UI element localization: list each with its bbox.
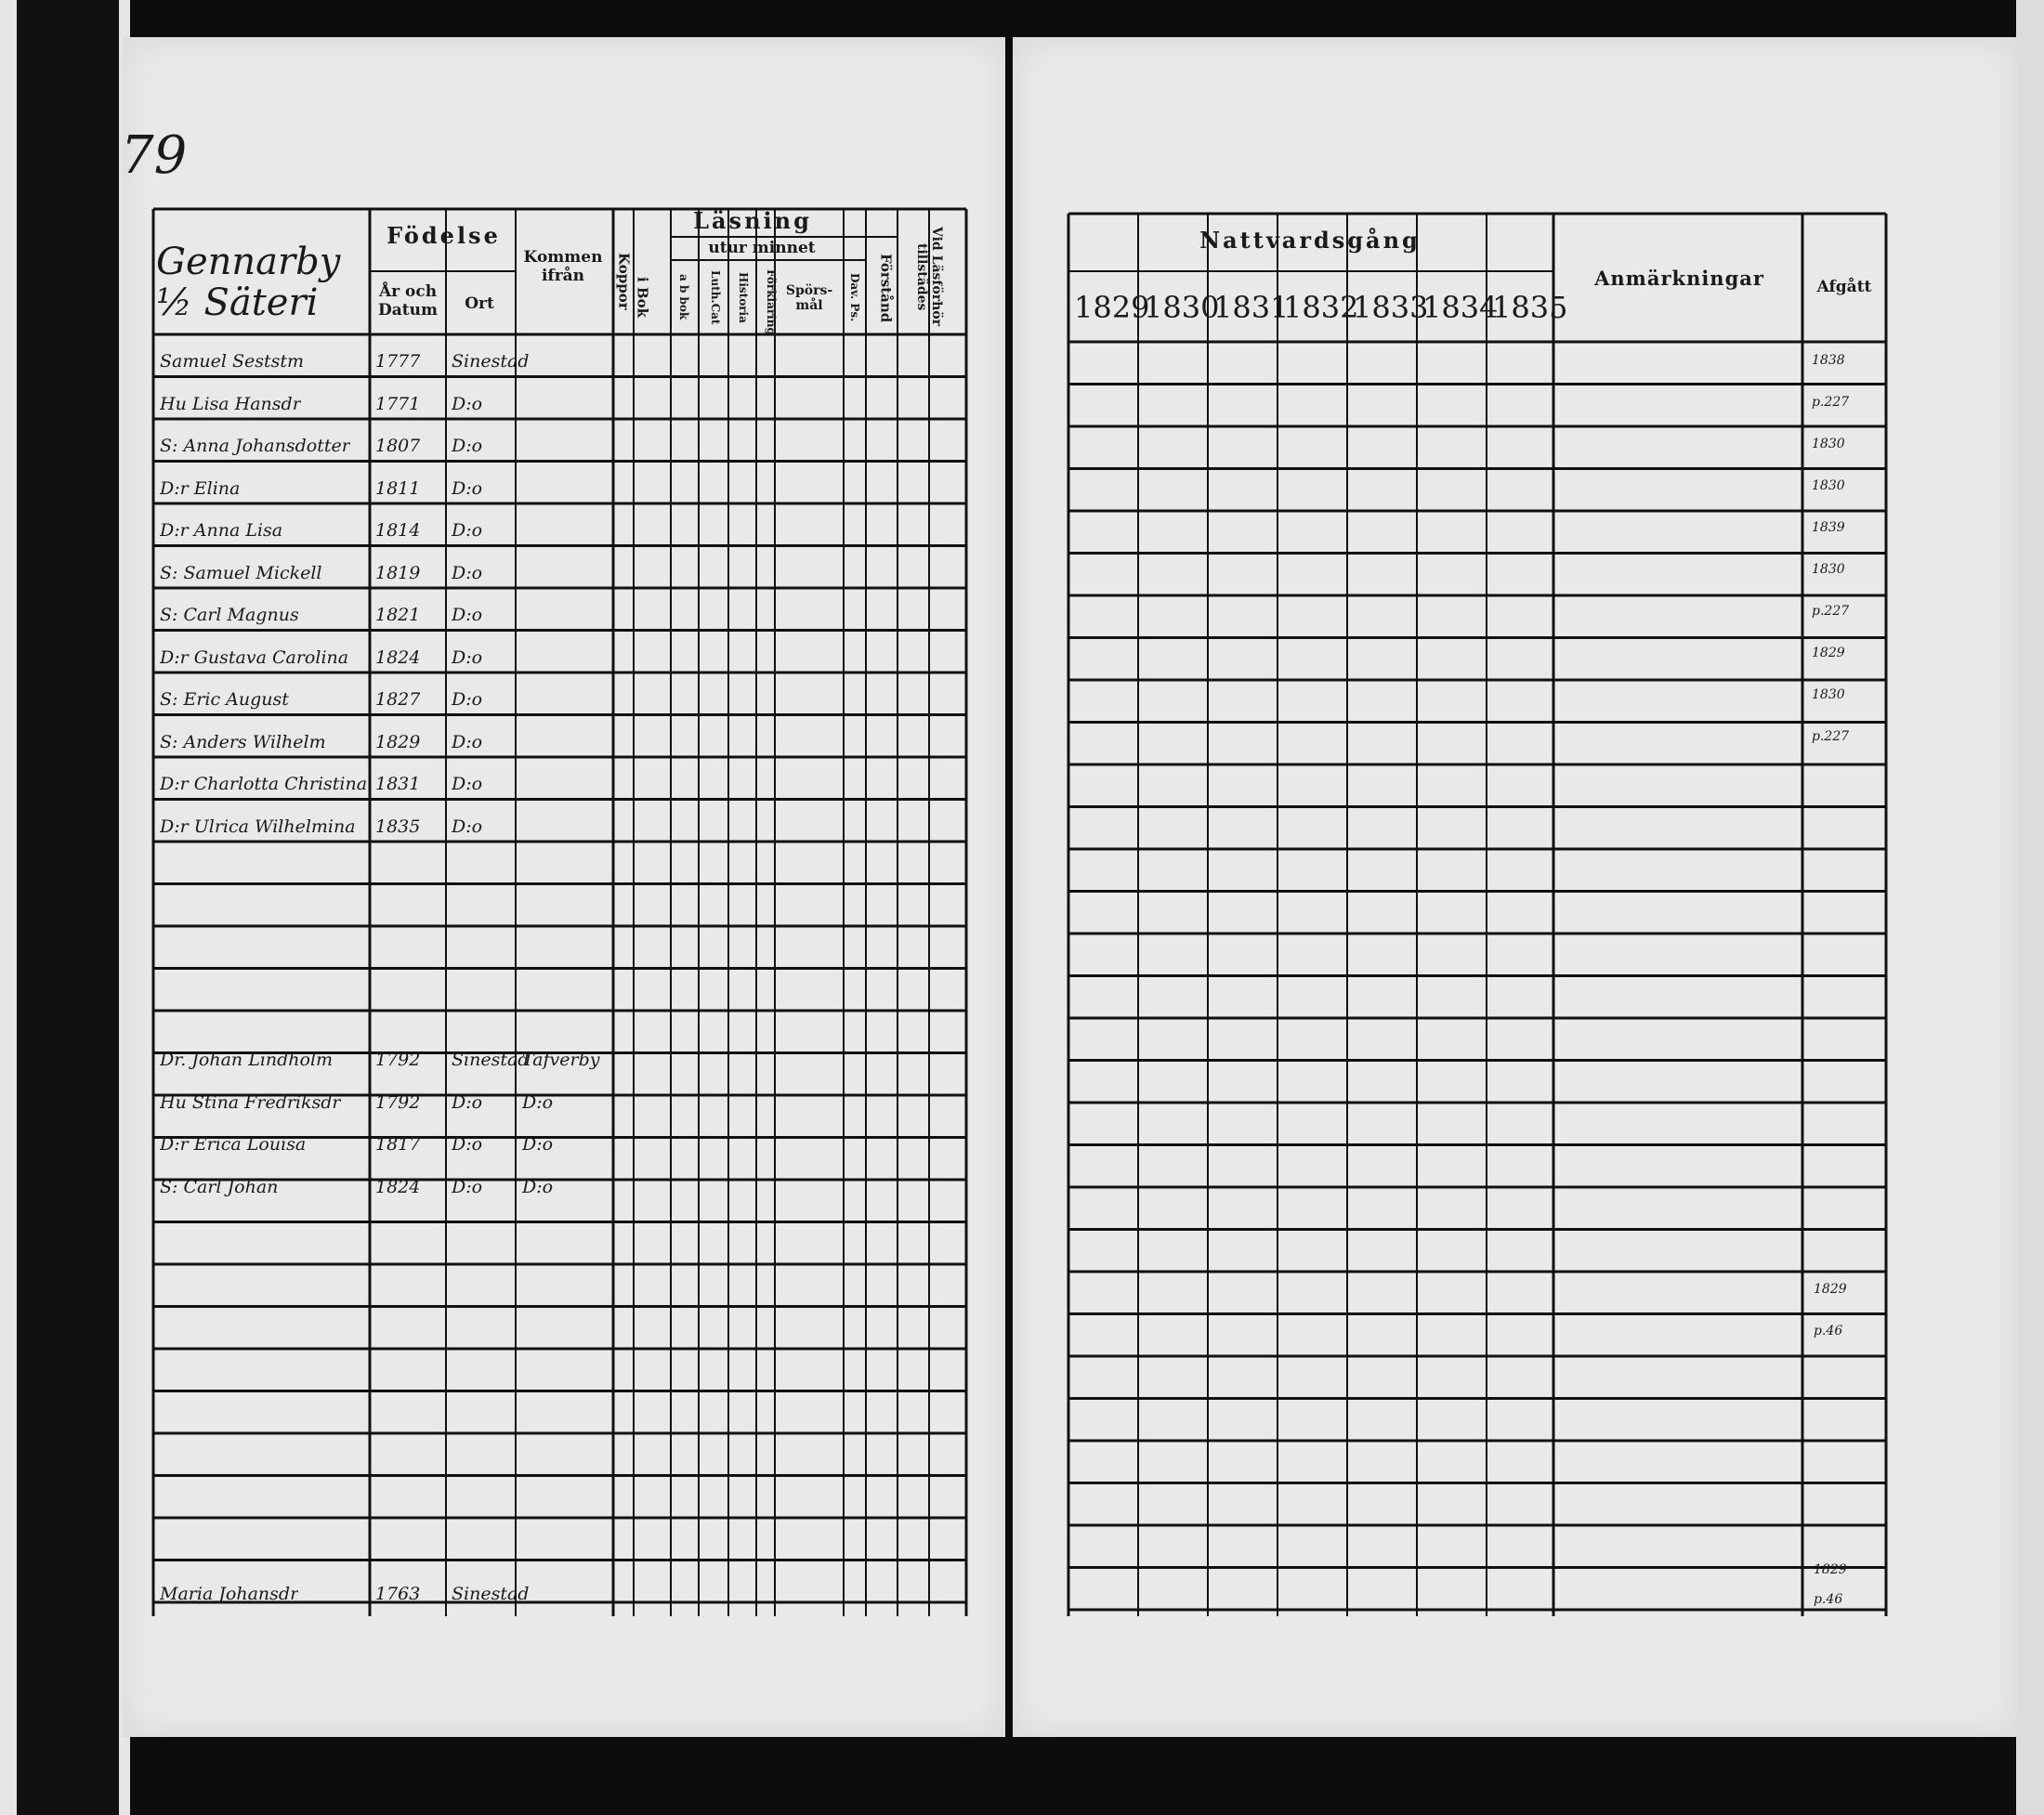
header-vid-lasforhor: Vid Läsförhör tillstädes [914, 227, 945, 327]
row-date: 1792 [375, 1091, 421, 1113]
row-place: D:o [452, 1134, 483, 1155]
header-kommen-ifran: Kommen ifrån [523, 248, 603, 285]
row-place: Sinestad [452, 351, 530, 372]
row-date: 1807 [375, 436, 421, 456]
row-date: 1835 [375, 816, 421, 837]
row-name: D:r Elina [160, 477, 241, 499]
year-header: 1829 [1074, 290, 1150, 325]
row-from: Täfverby [522, 1050, 600, 1070]
row-date: 1824 [375, 1176, 421, 1197]
row-date: 1777 [375, 351, 421, 372]
farm-name-line1: Gennarby [156, 241, 341, 283]
row-place: D:o [452, 605, 483, 625]
header-afgatt: Afgått [1816, 278, 1872, 296]
header-ar-och-datum: År och Datum [378, 282, 438, 320]
afgatt-entry: 1830 [1812, 687, 1845, 702]
row-name: Dr. Johan Lindholm [160, 1050, 334, 1070]
row-place: D:o [452, 689, 483, 710]
header-koppor: Koppor [615, 253, 633, 310]
afgatt-entry: 1830 [1812, 478, 1845, 493]
farm-name-line2: ½ Säteri [156, 281, 319, 324]
row-place: D:o [452, 774, 483, 794]
row-place: D:o [452, 1176, 483, 1197]
row-place: D:o [452, 520, 483, 541]
afgatt-entry: 1830 [1812, 437, 1845, 451]
row-date: 1824 [375, 646, 421, 668]
right-edge [2016, 0, 2044, 1815]
row-place: D:o [452, 816, 483, 837]
left-edge-shadow [17, 0, 119, 1815]
header-nattvardsgang: Nattvardsgång [1199, 227, 1421, 254]
page-number: 79 [121, 125, 188, 186]
header-a-b-bok: a b bok [676, 274, 690, 320]
row-place: D:o [452, 436, 483, 456]
header-ort: Ort [465, 294, 494, 313]
row-from: D:o [522, 1134, 554, 1155]
row-date: 1811 [375, 477, 421, 499]
year-header: 1834 [1422, 290, 1499, 325]
afgatt-entry: 1839 [1812, 520, 1845, 535]
row-from: D:o [522, 1091, 554, 1113]
year-header: 1830 [1144, 290, 1220, 325]
row-place: D:o [452, 562, 483, 583]
year-header: 1835 [1492, 290, 1568, 325]
row-place: D:o [452, 646, 483, 668]
row-from: D:o [522, 1176, 554, 1197]
afgatt-entry: p.46 [1814, 1324, 1843, 1338]
row-date: 1821 [375, 605, 421, 625]
row-place: D:o [452, 731, 483, 752]
afgatt-entry: 1829 [1812, 646, 1845, 660]
afgatt-entry: 1838 [1812, 353, 1845, 368]
row-date: 1829 [375, 731, 421, 752]
year-header: 1831 [1213, 290, 1290, 325]
row-name: S: Carl Magnus [160, 605, 299, 625]
afgatt-entry: 1829 [1814, 1562, 1847, 1577]
row-place: Sinestad [452, 1050, 530, 1070]
farm-name [156, 242, 370, 323]
row-name: S: Anders Wilhelm [160, 731, 326, 752]
row-place: D:o [452, 393, 483, 414]
row-date: 1763 [375, 1584, 421, 1604]
header-hist: Historia [736, 271, 750, 323]
header-davids: Dav. Ps. [847, 272, 861, 322]
header-i-bok: i Bok [634, 277, 651, 318]
row-name: S: Anna Johansdotter [160, 436, 350, 456]
row-date: 1819 [375, 562, 421, 583]
header-forklaring: Förklaring [764, 269, 778, 335]
afgatt-entry: p.227 [1812, 604, 1850, 619]
row-date: 1817 [375, 1134, 421, 1155]
row-date: 1827 [375, 689, 421, 710]
row-name: Hu Stina Fredriksdr [160, 1091, 341, 1113]
header-anmarkningar: Anmärkningar [1594, 267, 1764, 290]
row-name: D:r Anna Lisa [160, 520, 283, 541]
afgatt-entry: 1829 [1814, 1282, 1847, 1297]
row-place: Sinestad [452, 1584, 530, 1604]
header-luth-cat: Luth.Cat [708, 269, 722, 325]
row-date: 1792 [375, 1050, 421, 1070]
year-header: 1833 [1353, 290, 1429, 325]
row-name: D:r Charlotta Christina [160, 774, 368, 794]
row-name: Hu Lisa Hansdr [160, 393, 301, 414]
header-sporsmal: Spörs-mål [785, 283, 833, 314]
header-lasning: Läsning [693, 207, 812, 234]
afgatt-entry: p.227 [1812, 395, 1850, 410]
row-name: S: Carl Johan [160, 1176, 279, 1197]
row-date: 1831 [375, 774, 421, 794]
row-name: S: Eric August [160, 689, 289, 710]
header-forstand: Förstånd [877, 253, 895, 323]
row-date: 1814 [375, 520, 421, 541]
afgatt-entry: 1830 [1812, 562, 1845, 577]
row-date: 1771 [375, 393, 421, 414]
row-place: D:o [452, 477, 483, 499]
row-name: S: Samuel Mickell [160, 562, 322, 583]
year-header: 1832 [1283, 290, 1359, 325]
afgatt-entry: p.46 [1814, 1592, 1843, 1607]
row-name: Samuel Seststm [160, 351, 305, 372]
header-utur-minnet: utur minnet [708, 239, 816, 257]
afgatt-entry: p.227 [1812, 729, 1850, 744]
row-name: D:r Gustava Carolina [160, 646, 349, 668]
row-name: D:r Erica Louisa [160, 1134, 307, 1155]
row-place: D:o [452, 1091, 483, 1113]
header-fodelse: Födelse [387, 222, 501, 249]
row-name: Maria Johansdr [160, 1584, 299, 1604]
row-name: D:r Ulrica Wilhelmina [160, 816, 356, 837]
